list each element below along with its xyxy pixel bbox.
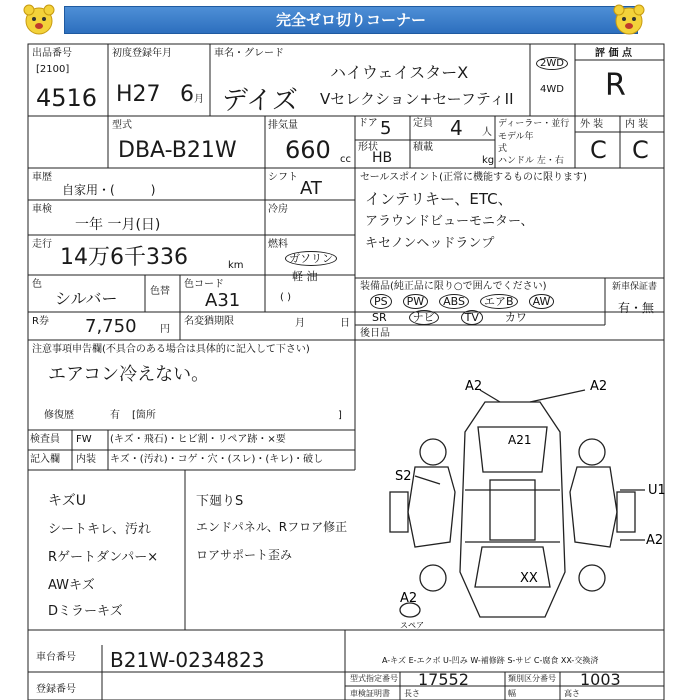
- damage-mark-a2-tl: A2: [465, 379, 483, 394]
- color-value: シルバー: [55, 289, 118, 308]
- damage-mark-a2-tr: A2: [590, 379, 608, 394]
- notes-label: 注意事項申告欄(不具合のある場合は具体的に記入して下さい): [32, 344, 310, 355]
- load-unit: kg: [482, 155, 495, 166]
- inspect-value: 一年 一月(日): [75, 217, 161, 233]
- cap-value: 4: [450, 116, 463, 140]
- checker-fw-opts: (キズ・飛石)・ヒビ割・リペア跡・×要: [110, 434, 286, 445]
- load-label: 積載: [413, 142, 433, 153]
- equip-row-2: SR ナビ TV カワ: [372, 311, 527, 324]
- cap-unit: 人: [482, 127, 492, 138]
- rename-label: 名変猶期限: [184, 316, 234, 327]
- warranty-label: 新車保証書: [612, 282, 658, 292]
- damage-mark-a2-r: A2: [646, 533, 664, 548]
- lot-number: 4516: [36, 84, 98, 112]
- checker-rec-label: 記入欄: [30, 454, 60, 465]
- dealer-label: ディーラー・並行: [498, 119, 570, 129]
- recycle-unit: 円: [160, 324, 170, 335]
- disp-value: 660: [285, 136, 331, 164]
- modelyr-label: モデル年式: [498, 132, 534, 154]
- rear-label: 後日品: [360, 328, 390, 339]
- shape-value: HB: [372, 150, 393, 166]
- shift-value: AT: [300, 178, 322, 199]
- recycle-label: R券: [32, 316, 49, 327]
- equip-row-1: PS PW ABS エアB AW: [370, 296, 554, 308]
- rename-month: 月: [295, 318, 305, 329]
- checker-fw: FW: [76, 434, 92, 445]
- form-label: 型式指定番号: [350, 674, 398, 683]
- shape-label: 形状: [358, 142, 378, 153]
- color-label: 色: [32, 279, 42, 290]
- mileage-value: 14万6千336: [60, 245, 188, 270]
- damage-mark-xx: XX: [520, 571, 538, 586]
- checker-label: 検査員: [30, 434, 60, 445]
- disp-label: 排気量: [268, 120, 298, 131]
- repair-has: 有: [110, 410, 120, 421]
- handle-label: ハンドル 左・右: [498, 156, 564, 166]
- cert-hgt: 高さ: [564, 689, 580, 698]
- spare-label: スペア: [400, 621, 424, 630]
- reg-no-label: 登録番号: [36, 684, 76, 695]
- left-note: キズU: [48, 493, 86, 509]
- color-change-label: 色替: [150, 286, 170, 297]
- damage-legend: A-キズ E-エクボ U-凹み W-補修跡 S-サビ C-腐食 XX-交換済: [382, 656, 599, 665]
- cert-wid: 幅: [508, 689, 516, 698]
- left-note: Rゲートダンパー×: [48, 550, 159, 565]
- car-grade2: Vセレクション+セーフティII: [320, 90, 514, 108]
- door-value: 5: [380, 118, 392, 139]
- reg-label: 初度登録年月: [112, 48, 172, 59]
- lot-label: 出品番号: [32, 48, 72, 59]
- shift-label: シフト: [268, 172, 298, 183]
- drive-2wd: 2WD: [536, 58, 568, 70]
- page-title: 完全ゼロ切りコーナー: [64, 6, 638, 34]
- damage-mark-a2-bl: A2: [400, 591, 418, 606]
- use-value: 自家用・( ): [62, 183, 156, 197]
- chassis-value: B21W-0234823: [110, 648, 265, 672]
- fuel-label: 燃料: [268, 239, 288, 250]
- ext-grade-label: 外 装: [580, 119, 604, 130]
- right-note: 下廻りS: [196, 494, 244, 509]
- cap-label: 定員: [413, 118, 433, 129]
- cert-len: 長さ: [404, 689, 420, 698]
- sales-label: セールスポイント(正常に機能するものに限ります): [360, 172, 587, 183]
- car-label: 車名・グレード: [214, 48, 284, 59]
- mileage-label: 走行: [32, 239, 52, 250]
- left-note: シートキレ、汚れ: [48, 522, 151, 537]
- notes-value: エアコン冷えない。: [48, 364, 210, 385]
- use-label: 車歴: [32, 172, 52, 183]
- checker-int: 内装: [76, 454, 96, 465]
- color-code-label: 色コード: [184, 279, 224, 290]
- cat-label: 類別区分番号: [508, 674, 556, 683]
- fuel-paren: ( ): [280, 292, 291, 303]
- ext-grade-value: C: [590, 136, 607, 164]
- damage-mark-s2: S2: [395, 469, 412, 484]
- reg-month: 6: [180, 82, 194, 107]
- sales-line-1: インテリキー、ETC、: [365, 190, 513, 208]
- left-note: AWキズ: [48, 578, 95, 593]
- fuel-gasoline: ガソリン: [285, 253, 337, 265]
- mileage-unit: km: [228, 260, 244, 271]
- reg-era: H27: [116, 82, 161, 107]
- cat-value: 1003: [580, 670, 621, 689]
- sales-line-2: アラウンドビューモニター、: [365, 214, 534, 229]
- rename-day: 日: [340, 318, 350, 329]
- right-note: ロアサポート歪み: [196, 548, 293, 562]
- color-code: A31: [205, 290, 241, 311]
- damage-mark-a21: A21: [508, 433, 532, 447]
- car-grade1: ハイウェイスターX: [330, 63, 469, 82]
- drive-4wd: 4WD: [540, 84, 564, 95]
- recycle-value: 7,750: [85, 316, 137, 337]
- inspect-label: 車検: [32, 204, 52, 215]
- score-label: 評 価 点: [595, 48, 632, 59]
- reg-month-unit: 月: [194, 94, 204, 105]
- disp-unit: cc: [340, 154, 351, 165]
- repair-label: 修復歴: [44, 410, 74, 421]
- int-grade-label: 内 装: [625, 119, 649, 130]
- damage-mark-u1: U1: [648, 483, 666, 498]
- left-note: Dミラーキズ: [48, 604, 123, 619]
- right-note: エンドパネル、Rフロア修正: [196, 520, 348, 534]
- int-grade-value: C: [632, 136, 649, 164]
- aircon-label: 冷房: [268, 204, 288, 215]
- cert-label: 車検証明書: [350, 689, 390, 698]
- form-value: 17552: [418, 670, 469, 689]
- score-value: R: [605, 68, 626, 103]
- door-label: ドア: [358, 118, 378, 129]
- car-damage-diagram: [360, 372, 666, 632]
- chassis-label: 車台番号: [36, 652, 76, 663]
- equip-label: 装備品(純正品に限り○で囲んでください): [360, 281, 547, 292]
- warranty-value: 有・無: [618, 301, 655, 315]
- model-value: DBA-B21W: [118, 138, 237, 163]
- lot-sub: [2100]: [36, 64, 70, 75]
- repair-close: ]: [338, 410, 342, 421]
- checker-int-opts: キズ・(汚れ)・コゲ・穴・(スレ)・(キレ)・破し: [110, 454, 324, 465]
- sales-line-3: キセノンヘッドランプ: [365, 236, 495, 251]
- model-label: 型式: [112, 120, 132, 131]
- car-name: デイズ: [222, 86, 298, 116]
- fuel-diesel: 軽 油: [292, 270, 318, 283]
- repair-place: [箇所: [132, 410, 156, 421]
